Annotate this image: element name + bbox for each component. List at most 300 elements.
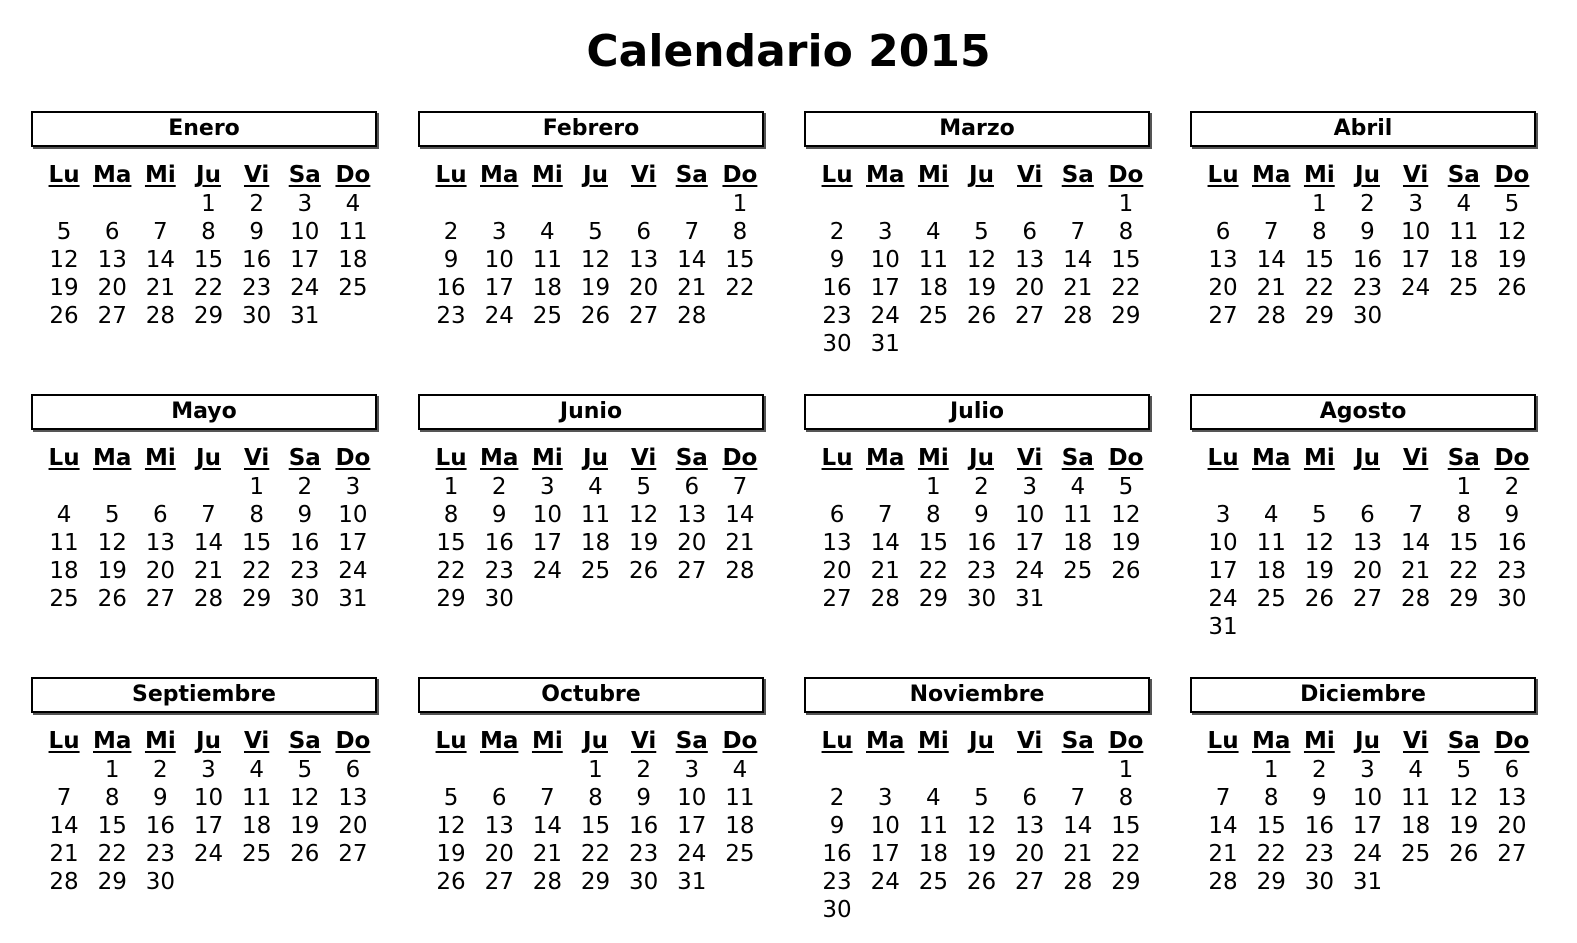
day-cell: 30 [241,303,272,329]
month-abril [1190,111,1536,330]
day-cell: 1 [1456,474,1472,500]
day-cell: 10 [1400,219,1431,245]
day-cell: 16 [1352,247,1383,273]
weekday-label: Do [1108,162,1144,188]
weekday-label: Lu [435,728,467,754]
weekday-label: Lu [1207,162,1239,188]
day-cell: 24 [193,841,224,867]
week-row [31,302,377,330]
month-octubre [418,677,764,896]
day-cell: 26 [1111,558,1141,584]
day-cell: 28 [1400,586,1431,612]
month-header: Junio [418,394,764,430]
day-cell: 17 [1400,247,1431,273]
day-cell: 18 [49,558,79,584]
day-cell: 26 [436,869,466,895]
week-row [31,868,377,896]
day-cell: 27 [97,303,127,329]
day-cell: 17 [338,530,368,556]
day-cell: 28 [1256,303,1286,329]
week-row [804,246,1150,274]
week-row [804,784,1150,812]
weekday-header-row [804,443,1150,473]
day-cell: 31 [1014,586,1045,612]
weekday-label: Do [722,728,758,754]
empty-day-cell [813,473,861,501]
day-cell: 22 [725,275,755,301]
day-cell: 16 [241,247,272,273]
day-cell: 25 [1400,841,1431,867]
day-cell: 21 [725,530,755,556]
weekday-label: Do [335,728,371,754]
day-cell: 20 [1208,275,1238,301]
day-cell: 17 [532,530,562,556]
day-cell: 18 [725,813,755,839]
empty-day-cell [523,756,571,784]
weekday-label: Do [1494,728,1530,754]
day-cell: 18 [1256,558,1286,584]
day-cell: 19 [966,841,997,867]
day-cell: 24 [1400,275,1431,301]
weekday-header-row [418,726,764,756]
week-row [418,585,764,613]
weekday-label: Lu [435,162,467,188]
empty-day-cell [1247,190,1295,218]
weekday-label: Sa [1447,162,1480,188]
weekday-label: Ma [866,162,905,188]
day-cell: 30 [822,331,852,357]
day-cell: 11 [1449,219,1479,245]
day-cell: 18 [1063,530,1093,556]
day-cell: 15 [580,813,611,839]
day-cell: 22 [1304,275,1334,301]
day-cell: 21 [677,275,707,301]
day-cell: 14 [1063,247,1093,273]
day-cell: 5 [56,219,72,245]
day-cell: 6 [345,757,361,783]
empty-day-cell [668,190,716,218]
week-row [1190,274,1536,302]
weekday-label: Vi [243,445,270,471]
day-cell: 6 [153,502,168,528]
day-cell: 26 [49,303,79,329]
day-cell: 11 [725,785,755,811]
day-cell: 9 [297,502,313,528]
empty-day-cell [571,585,619,613]
empty-day-cell [1102,585,1150,613]
day-cell: 14 [1208,813,1238,839]
empty-day-cell [233,868,281,896]
day-cell: 17 [484,275,514,301]
month-header: Septiembre [31,677,377,713]
day-cell: 4 [926,219,941,245]
day-cell: 5 [1312,502,1327,528]
day-cell: 14 [49,813,79,839]
day-cell: 14 [1063,813,1093,839]
week-row [1190,529,1536,557]
month-mayo [31,394,377,613]
day-cell: 5 [297,757,313,783]
weekday-header-row [1190,443,1536,473]
weekday-label: Do [1494,445,1530,471]
day-cell: 21 [1208,841,1238,867]
day-cell: 2 [443,219,459,245]
week-row [418,868,764,896]
day-cell: 21 [870,558,900,584]
weekday-label: Ju [1355,445,1380,471]
weekday-header-row [1190,726,1536,756]
week-row [418,274,764,302]
day-cell: 2 [829,785,845,811]
day-cell: 13 [97,247,127,273]
day-cell: 31 [870,331,900,357]
day-cell: 22 [1449,558,1479,584]
empty-day-cell [427,756,475,784]
empty-day-cell [1199,190,1247,218]
day-cell: 10 [338,502,368,528]
weekday-label: Do [335,162,371,188]
day-cell: 20 [338,813,368,839]
day-cell: 28 [193,586,224,612]
day-cell: 14 [532,813,562,839]
weekday-label: Ju [969,445,994,471]
weekday-label: Lu [435,445,467,471]
weekday-label: Sa [288,445,321,471]
day-cell: 7 [732,474,748,500]
week-row [31,756,377,784]
week-row [1190,613,1536,641]
day-cell: 18 [1449,247,1479,273]
day-cell: 23 [241,275,272,301]
day-cell: 3 [540,474,555,500]
weekday-label: Vi [630,162,657,188]
day-cell: 19 [1497,247,1527,273]
day-cell: 22 [241,558,272,584]
day-cell: 16 [1497,530,1527,556]
day-cell: 22 [193,275,224,301]
day-cell: 16 [628,813,659,839]
day-cell: 9 [1312,785,1327,811]
week-row [804,756,1150,784]
day-cell: 4 [345,191,361,217]
day-cell: 31 [1352,869,1383,895]
day-cell: 19 [436,841,466,867]
day-cell: 25 [1449,275,1479,301]
day-cell: 27 [338,841,368,867]
weekday-label: Do [722,445,758,471]
day-cell: 12 [49,247,79,273]
day-cell: 24 [1352,841,1383,867]
empty-day-cell [329,868,377,896]
weekday-label: Ma [93,162,132,188]
week-row [804,840,1150,868]
day-cell: 18 [338,247,368,273]
day-cell: 20 [1352,558,1383,584]
empty-day-cell [475,756,523,784]
day-cell: 31 [290,303,320,329]
week-row [418,529,764,557]
weekday-label: Do [1108,728,1144,754]
empty-day-cell [1488,302,1536,330]
day-cell: 9 [974,502,989,528]
week-row [804,218,1150,246]
day-cell: 1 [249,474,264,500]
day-cell: 29 [241,586,272,612]
weekday-header-row [31,160,377,190]
weekday-label: Ju [1355,162,1380,188]
day-cell: 4 [732,757,748,783]
empty-day-cell [620,190,668,218]
week-row [1190,585,1536,613]
day-cell: 22 [918,558,948,584]
day-cell: 8 [1118,785,1134,811]
weekday-label: Sa [1061,728,1094,754]
weekday-label: Vi [1016,445,1043,471]
day-cell: 28 [1063,303,1093,329]
week-row [418,812,764,840]
day-cell: 3 [877,785,893,811]
day-cell: 14 [1400,530,1431,556]
day-cell: 10 [870,247,900,273]
empty-day-cell [1488,613,1536,641]
day-cell: 6 [684,474,700,500]
day-cell: 21 [1256,275,1286,301]
weekday-label: Ma [866,445,905,471]
weekday-label: Vi [1402,728,1429,754]
day-cell: 14 [193,530,224,556]
day-cell: 17 [870,841,900,867]
day-cell: 7 [877,502,893,528]
weekday-header-row [31,726,377,756]
day-cell: 16 [290,530,320,556]
day-cell: 13 [1014,247,1045,273]
day-cell: 15 [436,530,466,556]
day-cell: 23 [436,303,466,329]
day-cell: 26 [1449,841,1479,867]
week-row [804,501,1150,529]
month-header: Enero [31,111,377,147]
day-cell: 31 [677,869,707,895]
day-cell: 22 [1111,841,1141,867]
weekday-label: Vi [630,728,657,754]
weekday-label: Lu [821,445,853,471]
weekday-label: Ma [866,728,905,754]
month-septiembre [31,677,377,896]
day-cell: 25 [1063,558,1093,584]
empty-day-cell [184,868,232,896]
empty-day-cell [1392,613,1440,641]
day-cell: 26 [97,586,127,612]
empty-day-cell [861,756,909,784]
day-cell: 4 [56,502,72,528]
day-cell: 2 [1360,191,1375,217]
day-cell: 8 [732,219,748,245]
month-noviembre [804,677,1150,924]
weekday-label: Vi [1402,162,1429,188]
week-row [31,218,377,246]
week-row [31,274,377,302]
day-cell: 30 [822,897,852,923]
day-cell: 24 [870,303,900,329]
day-cell: 6 [104,219,120,245]
day-cell: 15 [193,247,224,273]
day-cell: 24 [1014,558,1045,584]
day-cell: 29 [1256,869,1286,895]
day-cell: 29 [1304,303,1334,329]
empty-day-cell [1006,190,1054,218]
day-cell: 7 [153,219,168,245]
day-cell: 9 [153,785,168,811]
day-cell: 1 [1312,191,1327,217]
day-cell: 6 [1504,757,1520,783]
empty-day-cell [571,190,619,218]
day-cell: 30 [1352,303,1383,329]
day-cell: 27 [1352,586,1383,612]
weekday-label: Ju [196,728,221,754]
week-row [1190,868,1536,896]
empty-day-cell [1102,330,1150,358]
week-row [804,274,1150,302]
day-cell: 25 [532,303,562,329]
day-cell: 3 [491,219,507,245]
empty-day-cell [909,190,957,218]
empty-day-cell [40,190,88,218]
week-row [804,557,1150,585]
day-cell: 6 [829,502,845,528]
day-cell: 30 [145,869,175,895]
day-cell: 10 [484,247,514,273]
weekday-label: Sa [1447,445,1480,471]
empty-day-cell [1054,190,1102,218]
day-cell: 28 [49,869,79,895]
month-junio [418,394,764,613]
day-cell: 15 [725,247,755,273]
day-cell: 16 [966,530,997,556]
weekday-label: Vi [243,162,270,188]
day-cell: 24 [1208,586,1238,612]
weekday-label: Ju [969,728,994,754]
weekday-header-row [804,160,1150,190]
empty-day-cell [136,190,184,218]
day-cell: 15 [1111,813,1141,839]
day-cell: 26 [966,869,997,895]
empty-day-cell [957,330,1005,358]
day-cell: 12 [580,247,611,273]
empty-day-cell [957,190,1005,218]
month-enero [31,111,377,330]
weekday-label: Ju [583,728,608,754]
day-cell: 8 [104,785,120,811]
day-cell: 2 [974,474,989,500]
week-row [804,868,1150,896]
day-cell: 5 [1456,757,1472,783]
empty-day-cell [184,473,232,501]
day-cell: 8 [926,502,941,528]
week-row [1190,557,1536,585]
day-cell: 28 [870,586,900,612]
month-febrero [418,111,764,330]
empty-day-cell [88,190,136,218]
day-cell: 16 [822,841,852,867]
day-cell: 24 [532,558,562,584]
day-cell: 2 [636,757,651,783]
empty-day-cell [523,190,571,218]
day-cell: 25 [241,841,272,867]
weekday-label: Mi [1303,728,1335,754]
day-cell: 1 [1118,757,1134,783]
day-cell: 11 [49,530,79,556]
day-cell: 26 [628,558,659,584]
day-cell: 2 [1312,757,1327,783]
weekday-label: Ma [93,445,132,471]
day-cell: 28 [532,869,562,895]
day-cell: 19 [966,275,997,301]
day-cell: 20 [677,530,707,556]
day-cell: 19 [580,275,611,301]
day-cell: 11 [1400,785,1431,811]
week-row [418,756,764,784]
day-cell: 23 [145,841,175,867]
day-cell: 8 [249,502,264,528]
day-cell: 29 [1111,303,1141,329]
month-header: Julio [804,394,1150,430]
day-cell: 25 [725,841,755,867]
week-row [31,557,377,585]
empty-day-cell [1054,896,1102,924]
day-cell: 20 [1014,275,1045,301]
day-cell: 14 [725,502,755,528]
day-cell: 29 [436,586,466,612]
day-cell: 16 [822,275,852,301]
day-cell: 17 [1014,530,1045,556]
month-header: Octubre [418,677,764,713]
day-cell: 3 [877,219,893,245]
day-cell: 21 [532,841,562,867]
day-cell: 4 [1070,474,1086,500]
day-cell: 9 [829,247,845,273]
empty-day-cell [716,585,764,613]
day-cell: 3 [684,757,700,783]
day-cell: 23 [966,558,997,584]
empty-day-cell [716,302,764,330]
day-cell: 21 [1400,558,1431,584]
day-cell: 18 [918,275,948,301]
weekday-label: Ju [196,162,221,188]
day-cell: 11 [241,785,272,811]
day-cell: 28 [1063,869,1093,895]
empty-day-cell [1440,868,1488,896]
day-cell: 10 [870,813,900,839]
day-cell: 7 [540,785,555,811]
day-cell: 2 [297,474,313,500]
day-cell: 30 [1304,869,1334,895]
day-cell: 27 [484,869,514,895]
month-header: Febrero [418,111,764,147]
empty-day-cell [909,896,957,924]
weekday-label: Ma [1252,445,1291,471]
day-cell: 13 [822,530,852,556]
day-cell: 13 [145,530,175,556]
empty-day-cell [88,473,136,501]
weekday-label: Sa [288,162,321,188]
weekday-label: Mi [144,162,176,188]
empty-day-cell [1006,756,1054,784]
day-cell: 4 [1408,757,1423,783]
empty-day-cell [620,585,668,613]
weekday-label: Ju [583,445,608,471]
day-cell: 7 [56,785,72,811]
weekday-label: Mi [144,728,176,754]
